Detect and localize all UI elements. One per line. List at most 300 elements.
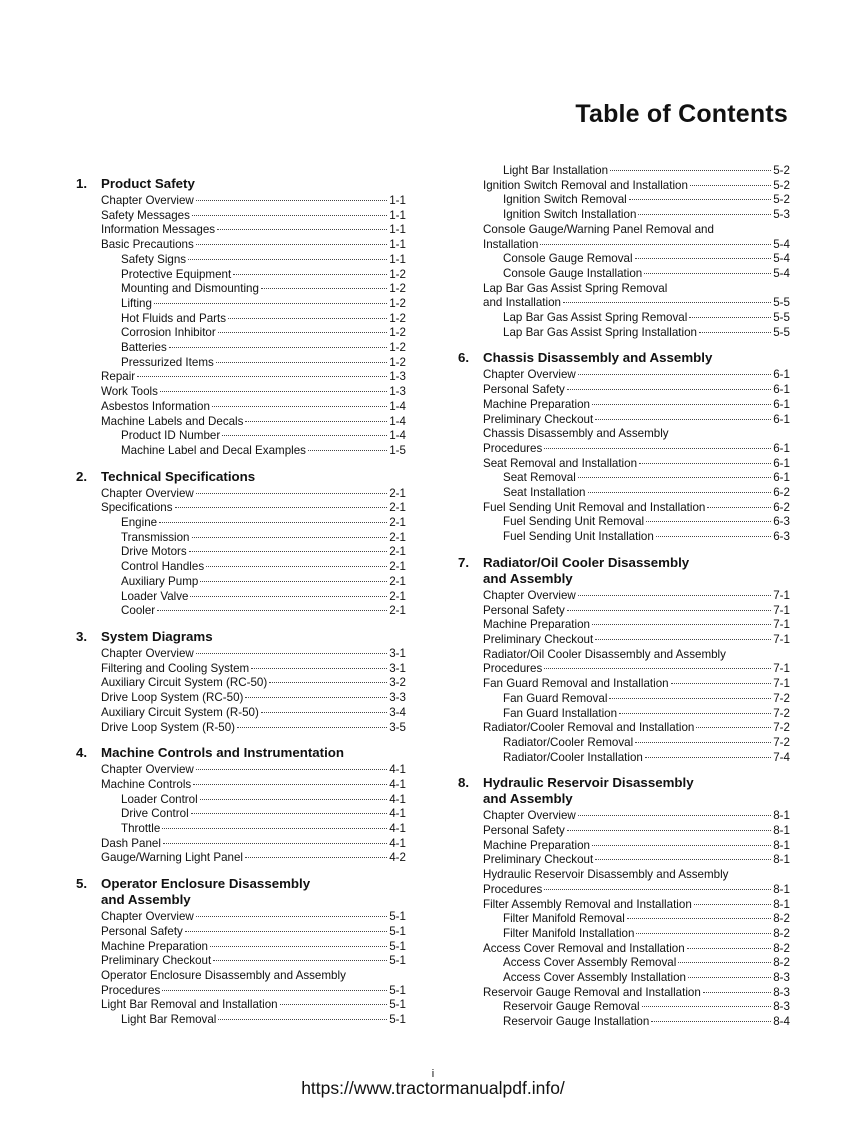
toc-entry-label: Console Gauge Removal — [503, 252, 633, 266]
section-title: Operator Enclosure Disassembly and Assembly — [101, 876, 311, 908]
toc-entry[interactable] — [101, 501, 406, 516]
toc-entry-label: Machine Preparation — [483, 838, 590, 852]
toc-entry-label: Operator Enclosure Disassembly and Assembly — [101, 968, 346, 982]
dot-leader — [196, 652, 387, 654]
toc-section — [458, 350, 790, 544]
toc-entry-page: 1-1 — [389, 252, 406, 266]
toc-entry[interactable] — [483, 296, 790, 311]
dot-leader — [185, 930, 387, 932]
toc-entry[interactable] — [101, 778, 406, 793]
dot-leader — [196, 915, 387, 917]
toc-entry-label: Corrosion Inhibitor — [121, 326, 216, 340]
toc-entry-page: 1-2 — [389, 267, 406, 281]
toc-entry[interactable] — [101, 370, 406, 385]
dot-leader — [578, 814, 771, 816]
toc-entry[interactable] — [101, 763, 406, 778]
dot-leader — [200, 798, 388, 800]
toc-entry[interactable] — [101, 706, 406, 721]
toc-entry[interactable] — [483, 912, 790, 927]
dot-leader — [578, 476, 771, 478]
toc-entry-page: 5-1 — [389, 924, 406, 938]
toc-entry[interactable] — [101, 662, 406, 677]
toc-entry[interactable] — [483, 721, 790, 736]
toc-entry-page: 1-2 — [389, 341, 406, 355]
toc-entry-page: 7-1 — [773, 618, 790, 632]
toc-entry[interactable] — [483, 648, 790, 663]
toc-entry[interactable] — [483, 618, 790, 633]
toc-entry-page: 6-3 — [773, 530, 790, 544]
dot-leader — [544, 447, 771, 449]
toc-entry-label: Loader Valve — [121, 589, 189, 603]
dot-leader — [233, 273, 387, 275]
dot-leader — [308, 449, 387, 451]
toc-entry-label: Product ID Number — [121, 429, 221, 443]
toc-entry[interactable] — [101, 837, 406, 852]
toc-entry[interactable] — [101, 925, 406, 940]
dot-leader — [188, 258, 387, 260]
toc-entry[interactable] — [483, 707, 790, 722]
toc-entry-page: 6-1 — [773, 397, 790, 411]
toc-entry-page: 2-1 — [389, 486, 406, 500]
toc-entry[interactable] — [101, 326, 406, 341]
section-heading[interactable] — [458, 350, 790, 366]
toc-entry-page: 3-1 — [389, 661, 406, 675]
toc-entry-page: 8-3 — [773, 1000, 790, 1014]
toc-entry[interactable] — [483, 486, 790, 501]
toc-entry-label: Repair — [101, 370, 136, 384]
toc-entry-page: 1-2 — [389, 296, 406, 310]
toc-entry[interactable] — [483, 736, 790, 751]
toc-entry-page: 8-1 — [773, 809, 790, 823]
toc-entry-label: Light Bar Installation — [503, 164, 609, 177]
section-heading[interactable] — [76, 876, 406, 908]
section-entries — [76, 763, 406, 866]
toc-entry-label: Procedures — [483, 882, 543, 896]
toc-entry-page: 6-2 — [773, 500, 790, 514]
dot-leader — [212, 405, 387, 407]
toc-entry-label: Personal Safety — [483, 824, 565, 838]
toc-entry-page: 8-3 — [773, 971, 790, 985]
dot-leader — [269, 681, 387, 683]
toc-entry[interactable] — [483, 1000, 790, 1015]
toc-entry[interactable] — [483, 927, 790, 942]
toc-entry-label: Access Cover Assembly Removal — [503, 956, 677, 970]
toc-entry-label: Auxiliary Circuit System (RC-50) — [101, 676, 268, 690]
toc-entry-label: Safety Signs — [121, 252, 187, 266]
toc-entry-page: 1-2 — [389, 282, 406, 296]
section-heading[interactable] — [76, 176, 406, 192]
toc-entry[interactable] — [483, 252, 790, 267]
section-number: 3. — [76, 628, 88, 644]
toc-entry-page: 3-5 — [389, 720, 406, 734]
dot-leader — [540, 243, 771, 245]
toc-entry[interactable] — [101, 910, 406, 925]
toc-entry-label: Ignition Switch Removal and Installation — [483, 178, 688, 192]
toc-entry[interactable] — [483, 868, 790, 883]
toc-entry-label: Procedures — [483, 662, 543, 676]
toc-entry-label: Personal Safety — [483, 603, 565, 617]
toc-entry[interactable] — [483, 398, 790, 413]
toc-entry[interactable] — [483, 530, 790, 545]
toc-entry[interactable] — [101, 223, 406, 238]
toc-entry-label: Drive Loop System (R-50) — [101, 720, 236, 734]
toc-entry-label: Work Tools — [101, 385, 158, 399]
toc-entry[interactable] — [101, 721, 406, 736]
toc-entry[interactable] — [101, 194, 406, 209]
toc-entry-label: Control Handles — [121, 560, 205, 574]
toc-entry-page: 8-1 — [773, 838, 790, 852]
toc-entry[interactable] — [483, 164, 790, 179]
toc-entry-page: 8-2 — [773, 956, 790, 970]
toc-entry[interactable] — [101, 282, 406, 297]
toc-entry-label: Lap Bar Gas Assist Spring Removal — [503, 311, 688, 325]
toc-entry[interactable] — [483, 383, 790, 398]
dot-leader — [592, 844, 771, 846]
toc-entry-label: Machine Label and Decal Examples — [121, 443, 306, 457]
toc-entry-label: Machine Preparation — [483, 397, 590, 411]
toc-entry-page: 1-1 — [389, 238, 406, 252]
toc-entry[interactable] — [483, 589, 790, 604]
toc-entry-label: Fuel Sending Unit Removal — [503, 515, 645, 529]
toc-entry[interactable] — [483, 956, 790, 971]
toc-entry-label: Chapter Overview — [101, 910, 194, 924]
toc-entry-label: Chapter Overview — [483, 368, 576, 382]
toc-entry-page: 5-1 — [389, 910, 406, 924]
dot-leader — [216, 361, 387, 363]
toc-entry-label: Asbestos Information — [101, 399, 210, 413]
toc-entry-label: Personal Safety — [101, 924, 183, 938]
section-number: 7. — [458, 554, 470, 570]
dot-leader — [192, 536, 388, 538]
dot-leader — [592, 403, 771, 405]
toc-section — [76, 876, 406, 1028]
toc-section — [458, 775, 790, 1030]
toc-entry[interactable] — [101, 969, 406, 984]
dot-leader — [228, 317, 387, 319]
toc-entry-label: Light Bar Removal and Installation — [101, 998, 278, 1012]
toc-entry[interactable] — [483, 501, 790, 516]
toc-entry-label: Chapter Overview — [483, 588, 576, 602]
toc-entry-page: 7-2 — [773, 706, 790, 720]
toc-entry[interactable] — [101, 341, 406, 356]
toc-entry-label: Preliminary Checkout — [483, 412, 594, 426]
toc-entry[interactable] — [483, 457, 790, 472]
dot-leader — [193, 783, 387, 785]
toc-entry-label: Radiator/Cooler Removal — [503, 735, 634, 749]
toc-entry-label: Chapter Overview — [101, 646, 194, 660]
toc-entry-page: 2-1 — [389, 516, 406, 530]
toc-entry-page: 2-1 — [389, 589, 406, 603]
dot-leader — [196, 199, 387, 201]
toc-entry[interactable] — [483, 898, 790, 913]
toc-section — [76, 745, 406, 866]
toc-entry[interactable] — [483, 677, 790, 692]
toc-entry-page: 5-1 — [389, 983, 406, 997]
dot-leader — [671, 682, 772, 684]
toc-entry-page: 1-4 — [389, 429, 406, 443]
toc-entry[interactable] — [101, 807, 406, 822]
toc-entry[interactable] — [483, 471, 790, 486]
toc-entry[interactable] — [101, 253, 406, 268]
toc-entry-page: 2-1 — [389, 501, 406, 515]
dot-leader — [162, 989, 387, 991]
toc-entry-label: Fan Guard Removal and Installation — [483, 677, 669, 691]
dot-leader — [635, 741, 771, 743]
toc-entry[interactable] — [101, 793, 406, 808]
toc-entry-page: 4-2 — [389, 851, 406, 865]
dot-leader — [694, 903, 771, 905]
toc-entry[interactable] — [483, 692, 790, 707]
page-number: i — [431, 1068, 435, 1080]
dot-leader — [595, 638, 771, 640]
section-entries — [76, 910, 406, 1028]
toc-entry[interactable] — [101, 209, 406, 224]
toc-entry-page: 5-2 — [773, 178, 790, 192]
toc-entry-label: Reservoir Gauge Installation — [503, 1015, 650, 1029]
dot-leader — [206, 565, 387, 567]
toc-entry[interactable] — [483, 1015, 790, 1030]
dot-leader — [678, 961, 771, 963]
toc-entry[interactable] — [483, 633, 790, 648]
toc-entry-page: 6-1 — [773, 412, 790, 426]
toc-entry-page: 7-1 — [773, 662, 790, 676]
dot-leader — [222, 434, 387, 436]
toc-entry[interactable] — [483, 824, 790, 839]
toc-entry[interactable] — [483, 282, 790, 297]
toc-entry[interactable] — [483, 839, 790, 854]
toc-entry[interactable] — [101, 238, 406, 253]
toc-entry[interactable] — [101, 429, 406, 444]
toc-entry[interactable] — [101, 400, 406, 415]
toc-entry[interactable] — [101, 444, 406, 459]
toc-entry-label: Hot Fluids and Parts — [121, 311, 227, 325]
toc-entry-label: Procedures — [101, 983, 161, 997]
dot-leader — [196, 243, 387, 245]
toc-entry-page: 4-1 — [389, 777, 406, 791]
dot-leader — [192, 214, 387, 216]
toc-entry[interactable] — [483, 809, 790, 824]
section-title: Chassis Disassembly and Assembly — [483, 350, 713, 366]
toc-entry[interactable] — [101, 575, 406, 590]
dot-leader — [687, 947, 772, 949]
toc-entry[interactable] — [483, 368, 790, 383]
dot-leader — [646, 520, 771, 522]
toc-entry[interactable] — [101, 545, 406, 560]
toc-section — [76, 629, 406, 735]
toc-entry[interactable] — [483, 223, 790, 238]
toc-entry[interactable] — [101, 415, 406, 430]
toc-entry-page: 3-2 — [389, 676, 406, 690]
toc-entry[interactable] — [483, 853, 790, 868]
section-heading[interactable] — [458, 775, 790, 807]
dot-leader — [707, 506, 771, 508]
toc-entry-label: Machine Preparation — [483, 618, 590, 632]
toc-entry-label: Preliminary Checkout — [483, 853, 594, 867]
dot-leader — [690, 184, 771, 186]
dot-leader — [169, 346, 387, 348]
toc-entry[interactable] — [101, 1013, 406, 1028]
toc-entry-label: Pressurized Items — [121, 355, 214, 369]
toc-entry-label: Filter Manifold Removal — [503, 912, 625, 926]
dot-leader — [280, 1003, 388, 1005]
toc-entry-page: 6-1 — [773, 383, 790, 397]
toc-entry[interactable] — [101, 940, 406, 955]
toc-entry[interactable] — [483, 971, 790, 986]
section-number: 1. — [76, 176, 88, 191]
toc-entry[interactable] — [483, 193, 790, 208]
continued-entries — [458, 164, 790, 340]
toc-entry-label: Fan Guard Removal — [503, 691, 608, 705]
toc-entry[interactable] — [101, 998, 406, 1013]
toc-entry-label: Lap Bar Gas Assist Spring Removal — [483, 281, 668, 295]
toc-entry[interactable] — [483, 311, 790, 326]
dot-leader — [592, 623, 771, 625]
toc-entry[interactable] — [483, 179, 790, 194]
toc-entry[interactable] — [483, 986, 790, 1001]
toc-entry-label: Dash Panel — [101, 836, 161, 850]
toc-entry[interactable] — [101, 984, 406, 999]
toc-entry[interactable] — [101, 851, 406, 866]
toc-entry-page: 8-4 — [773, 1015, 790, 1029]
toc-entry-label: Drive Loop System (RC-50) — [101, 691, 244, 705]
dot-leader — [190, 595, 387, 597]
dot-leader — [610, 169, 771, 171]
toc-entry-label: Lifting — [121, 296, 152, 310]
toc-entry[interactable] — [101, 822, 406, 837]
page-title: Table of Contents — [575, 100, 788, 128]
toc-entry-page: 5-1 — [389, 939, 406, 953]
toc-entry[interactable] — [101, 531, 406, 546]
toc-entry-label: Access Cover Removal and Installation — [483, 941, 685, 955]
dot-leader — [237, 726, 387, 728]
section-number: 2. — [76, 468, 88, 484]
dot-leader — [627, 917, 771, 919]
section-heading[interactable] — [76, 745, 406, 761]
section-entries — [76, 487, 406, 619]
toc-entry-label: Chassis Disassembly and Assembly — [483, 427, 669, 441]
toc-entry[interactable] — [483, 413, 790, 428]
toc-entry-page: 5-4 — [773, 266, 790, 280]
toc-entry[interactable] — [483, 208, 790, 223]
toc-entry[interactable] — [483, 267, 790, 282]
toc-entry-page: 5-2 — [773, 193, 790, 207]
toc-entry[interactable] — [101, 268, 406, 283]
toc-entry[interactable] — [483, 326, 790, 341]
toc-entry[interactable] — [101, 560, 406, 575]
toc-entry[interactable] — [483, 751, 790, 766]
dot-leader — [175, 506, 388, 508]
dot-leader — [567, 388, 771, 390]
toc-entry[interactable] — [483, 442, 790, 457]
toc-entry-label: Drive Control — [121, 807, 189, 821]
footer-url[interactable]: https://www.tractormanualpdf.info/ — [301, 1078, 565, 1098]
section-entries — [76, 194, 406, 459]
section-heading[interactable] — [76, 469, 406, 485]
toc-entry[interactable] — [483, 942, 790, 957]
toc-entry-page: 7-2 — [773, 691, 790, 705]
toc-entry[interactable] — [101, 385, 406, 400]
toc-entry-page: 1-3 — [389, 385, 406, 399]
toc-entry-label: Fuel Sending Unit Removal and Installation — [483, 500, 706, 514]
toc-entry[interactable] — [483, 662, 790, 677]
section-heading[interactable] — [76, 629, 406, 645]
toc-entry-page: 2-1 — [389, 560, 406, 574]
toc-entry-label: Mounting and Dismounting — [121, 282, 259, 296]
toc-entry[interactable] — [483, 515, 790, 530]
dot-leader — [213, 959, 387, 961]
toc-entry[interactable] — [101, 312, 406, 327]
toc-entry-label: Transmission — [121, 530, 190, 544]
toc-entry-label: Preliminary Checkout — [101, 954, 212, 968]
toc-entry-label: Information Messages — [101, 223, 216, 237]
dot-leader — [157, 609, 387, 611]
toc-entry[interactable] — [101, 516, 406, 531]
toc-entry-page: 8-2 — [773, 926, 790, 940]
toc-entry-page: 3-3 — [389, 691, 406, 705]
toc-entry[interactable] — [101, 590, 406, 605]
toc-entry[interactable] — [483, 604, 790, 619]
toc-entry-label: Fan Guard Installation — [503, 706, 618, 720]
section-number: 4. — [76, 745, 88, 761]
toc-entry-label: Radiator/Cooler Installation — [503, 750, 643, 764]
section-title: Technical Specifications — [101, 468, 256, 484]
toc-entry[interactable] — [101, 647, 406, 662]
toc-entry-label: Installation — [483, 237, 539, 251]
toc-entry-label: Reservoir Gauge Removal — [503, 1000, 640, 1014]
dot-leader — [163, 842, 387, 844]
section-number: 5. — [76, 876, 88, 892]
toc-entry-label: Preliminary Checkout — [483, 632, 594, 646]
toc-entry-page: 1-2 — [389, 311, 406, 325]
toc-entry-label: Machine Preparation — [101, 939, 208, 953]
toc-entry[interactable] — [101, 676, 406, 691]
dot-leader — [629, 198, 772, 200]
toc-entry-page: 6-1 — [773, 441, 790, 455]
toc-entry[interactable] — [101, 691, 406, 706]
toc-entry-label: Radiator/Cooler Removal and Installation — [483, 721, 695, 735]
toc-entry-page: 7-2 — [773, 721, 790, 735]
toc-entry[interactable] — [483, 427, 790, 442]
toc-entry-page: 1-3 — [389, 370, 406, 384]
section-heading[interactable] — [458, 555, 790, 587]
toc-entry[interactable] — [101, 487, 406, 502]
toc-entry[interactable] — [483, 238, 790, 253]
toc-entry[interactable] — [101, 954, 406, 969]
dot-leader — [196, 768, 387, 770]
toc-entry[interactable] — [101, 604, 406, 619]
section-title: System Diagrams — [101, 628, 213, 644]
dot-leader — [644, 272, 771, 274]
toc-entry-label: Filter Assembly Removal and Installation — [483, 897, 692, 911]
toc-entry[interactable] — [101, 356, 406, 371]
toc-entry-page: 1-1 — [389, 223, 406, 237]
dot-leader — [137, 375, 387, 377]
dot-leader — [696, 726, 771, 728]
dot-leader — [656, 535, 771, 537]
toc-section — [76, 176, 406, 459]
dot-leader — [688, 976, 771, 978]
toc-entry-page: 6-1 — [773, 471, 790, 485]
toc-entry[interactable] — [101, 297, 406, 312]
toc-entry[interactable] — [483, 883, 790, 898]
toc-entry-page: 1-4 — [389, 414, 406, 428]
toc-entry-label: Reservoir Gauge Removal and Installation — [483, 985, 701, 999]
dot-leader — [245, 696, 387, 698]
dot-leader — [162, 827, 387, 829]
dot-leader — [544, 888, 771, 890]
dot-leader — [578, 594, 771, 596]
toc-entry-label: Specifications — [101, 501, 173, 515]
